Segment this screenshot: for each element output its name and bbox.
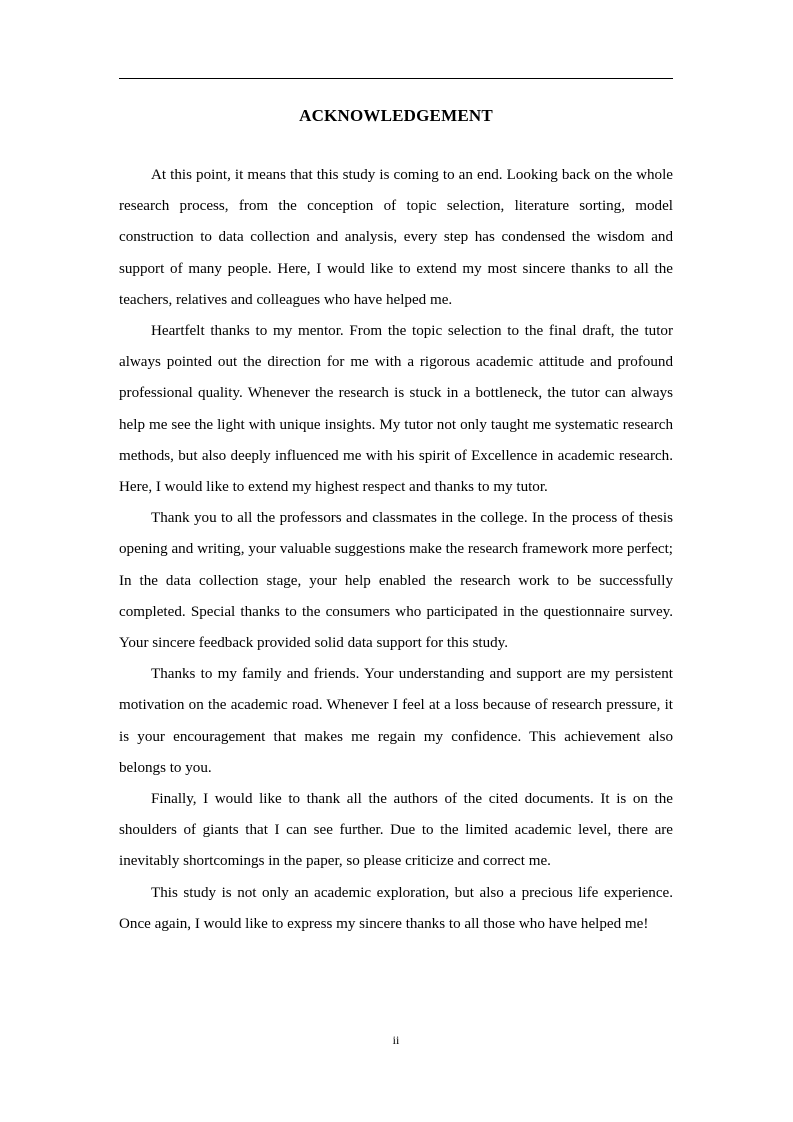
page-title: ACKNOWLEDGEMENT <box>299 106 493 125</box>
paragraph-4: Thanks to my family and friends. Your understanding and support are my persistent motivation on the academic road. Whenever I feel at a loss because of research pressure, it is your encouragement that makes me regain my confidence. This achievement also belongs to you. <box>119 666 673 776</box>
page-number: ii <box>392 1033 400 1047</box>
paragraph-6: This study is not only an academic exploration, but also a precious life experience. Once again, I would like to express my sincere thanks to all those who have helped me! <box>119 884 673 932</box>
acknowledgement-body <box>119 160 673 940</box>
paragraph-2: Heartfelt thanks to my mentor. From the topic selection to the final draft, the tutor always pointed out the direction for me with a rigorous academic attitude and profound professional quality. Whenever the research is stuck in a bottleneck, the tutor can always help me see the light with unique insights. My tutor not only taught me systematic research methods, but also deeply influenced me with his spirit of Excellence in academic research. Here, I would like to extend my highest respect and thanks to my tutor. <box>119 323 673 496</box>
paragraph-3: Thank you to all the professors and classmates in the college. In the process of thesis opening and writing, your valuable suggestions make the research framework more perfect; In the data collection stage, your help enabled the research work to be successfully completed. Special thanks to the consumers who participated in the questionnaire survey. Your sincere feedback provided solid data support for this study. <box>119 510 673 652</box>
paragraph-1: At this point, it means that this study is coming to an end. Looking back on the whole research process, from the conception of topic selection, literature sorting, model construction to data collection and analysis, every step has condensed the wisdom and support of many people. Here, I would like to extend my most sincere thanks to all the teachers, relatives and colleagues who have helped me. <box>119 167 673 308</box>
header-rule <box>119 78 673 79</box>
paragraph-5: Finally, I would like to thank all the authors of the cited documents. It is on the shoulders of giants that I can see further. Due to the limited academic level, there are inevitably shortcomings in the paper, so please criticize and correct me. <box>119 791 673 870</box>
